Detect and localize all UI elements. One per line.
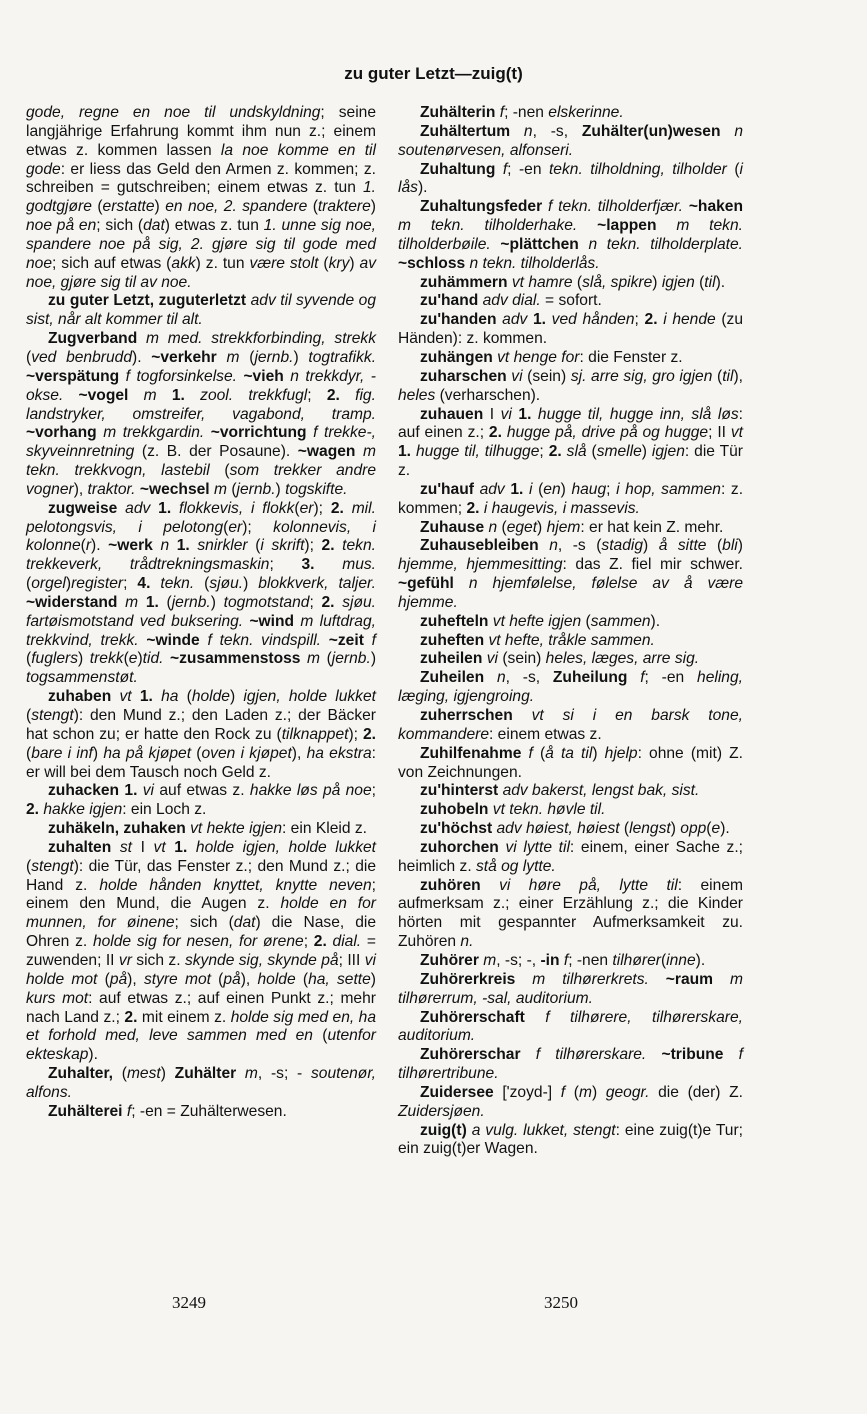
dictionary-entry: Zuhause n (eget) hjem: er hat kein Z. mehr.	[420, 518, 724, 536]
dictionary-entry: zuhalten st I vt 1. holde igjen, holde lukket (stengt): die Tür, das Fenster z.; den Mund z.; die Hand z. holde hånden knyttet, knytte neven; einem den Mund, die Augen z. holde en for munnen, for øinene; sich (dat) die Nase, die Ohren z. holde sig for nesen, for ørene; 2. dial. = zuwenden; II vr sich z. skynde sig, skynde på; III vi holde mot (på), styre mot (på), holde (ha, sette) kurs mot: auf etwas z.; auf einen Punkt z.; mehr nach Land z.; 2. mit einem z. holde sig med en, ha et forhold med, leve sammen med en (utenfor ekteskap).	[26, 838, 377, 1064]
dictionary-entry: Zuhälterin f; -nen elskerinne.	[420, 104, 624, 121]
dictionary-entry: zu'höchst adv høiest, høiest (lengst) opp(e).	[420, 820, 730, 838]
dictionary-entry: Zuhaltung f; -en tekn. tilholdning, tilholder (i lås).	[398, 160, 743, 197]
dictionary-entry: zuhaben vt 1. ha (holde) igjen, holde lukket (stengt): den Mund z.; den Laden z.; der Bäcker hat schon zu; er hatte den Rock zu (tilknappet); 2. (bare i inf) ha på kjøpet (oven i kjøpet), ha ekstra: er will bei dem Tausch noch Geld z.	[26, 688, 376, 781]
dictionary-entry: Zuidersee ['zoyd-] f (m) geogr. die (der) Z. Zuidersjøen.	[398, 1083, 743, 1120]
dictionary-entry: Zugverband m med. strekkforbinding, strekk (ved benbrudd). ~verkehr m (jernb.) togtrafikk. ~verspätung f togforsinkelse. ~vieh n trekkdyr, -okse. ~vogel m 1. zool. trekkfugl; 2. fig. landstryker, omstreifer, vagabond, tramp. ~vorhang m trekkgardin. ~vorrichtung f trekke-, skyveinnretning (z. B. der Posaune). ~wagen m tekn. trekkvogn, lastebil (som trekker andre vogner), traktor. ~wechsel m (jernb.) togskifte.	[26, 330, 377, 498]
dictionary-entry: zuig(t) a vulg. lukket, stengt: eine zuig(t)e Tur; ein zuig(t)er Wagen.	[398, 1121, 744, 1158]
dictionary-entry: zu'hauf adv 1. i (en) haug; i hop, sammen: z. kommen; 2. i haugevis, i massevis.	[398, 480, 744, 517]
dictionary-entry: Zuhilfenahme f (å ta til) hjelp: ohne (mit) Z. von Zeichnungen.	[398, 744, 743, 781]
dictionary-entry: zuheilen vi (sein) heles, læges, arre sig.	[420, 650, 700, 668]
dictionary-entry: zuhorchen vi lytte til: einem, einer Sache z.; heimlich z. stå og lytte.	[398, 838, 743, 875]
dictionary-entry: zuhängen vt henge for: die Fenster z.	[420, 348, 683, 366]
dictionary-entry: zuhobeln vt tekn. høvle til.	[420, 801, 606, 819]
dictionary-entry: Zuhaltungsfeder f tekn. tilholderfjær. ~haken m tekn. tilholderhake. ~lappen m tekn. tilholderbøile. ~plättchen n tekn. tilholderplate. ~schloss n tekn. tilholderlås.	[398, 198, 744, 272]
dictionary-entry: zu'hinterst adv bakerst, lengst bak, sist.	[420, 782, 700, 800]
left-page-number: 3249	[172, 1293, 206, 1312]
dictionary-entry: zuhauen I vi 1. hugge til, hugge inn, slå løs: auf einen z.; 2. hugge på, drive på og hugge; II vt 1. hugge til, tilhugge; 2. slå (smelle) igjen: die Tür z.	[398, 405, 743, 480]
right-column	[398, 104, 743, 1159]
dictionary-entry: zuhacken 1. vi auf etwas z. hakke løs på noe; 2. hakke igjen: ein Loch z.	[26, 782, 376, 819]
right-page-number: 3250	[544, 1293, 578, 1312]
dictionary-entry: zuheften vt hefte, tråkle sammen.	[420, 631, 655, 649]
dictionary-entry: Zuhörer m, -s; -, -in f; -nen tilhører(inne).	[420, 951, 706, 969]
dictionary-entry: gode, regne en noe til undskyldning; seine langjährige Erfahrung kommt ihm nun z.; einem etwas z. kommen lassen la noe komme en til gode: er liess das Geld den Armen z. kommen; z. schreiben = gutschreiben; einem etwas z. tun 1. godtgjøre (erstatte) en noe, 2. spandere (traktere) noe på en; sich (dat) etwas z. tun 1. unne sig noe, spandere noe på sig, 2. gjøre sig til gode med noe; sich auf etwas (akk) z. tun være stolt (kry) av noe, gjøre sig til av noe.	[26, 104, 377, 291]
dictionary-entry: zuhäkeln, zuhaken vt hekte igjen: ein Kleid z.	[48, 820, 367, 838]
dictionary-entry: zu'handen adv 1. ved hånden; 2. i hende (zu Händen): z. kommen.	[398, 311, 744, 348]
dictionary-entry: zuhören vi høre på, lytte til: einem aufmerksam z.; einer Erzählung z.; die Kinder hörten mit gespannter Aufmerksamkeit zu. Zuhören n.	[398, 876, 743, 951]
dictionary-entry: zuhefteln vt hefte igjen (sammen).	[420, 612, 661, 630]
dictionary-entry: Zuheilen n, -s, Zuheilung f; -en heling, læging, igjengroing.	[398, 669, 743, 706]
dictionary-entry: Zuhausebleiben n, -s (stadig) å sitte (bli) hjemme, hjemmesitting: das Z. fiel mir schwer. ~gefühl n hjemfølelse, følelse av å være hjemme.	[398, 537, 743, 611]
dictionary-entry: Zuhörerschar f tilhørerskare. ~tribune f tilhørertribune.	[398, 1046, 744, 1083]
dictionary-entry: zuherrschen vt si i en barsk tone, kommandere: einem etwas z.	[398, 707, 743, 743]
dictionary-entry: zu guter Letzt, zuguterletzt adv til syvende og sist, når alt kommer til alt.	[26, 292, 376, 329]
dictionary-entry: zugweise adv 1. flokkevis, i flokk(er); 2. mil. pelotongsvis, i pelotong(er); kolonnevis, i kolonne(r). ~werk n 1. snirkler (i skrift); 2. tekn. trekkeverk, trådtrekningsmaskin; 3. mus. (orgel)register; 4. tekn. (sjøu.) blokkverk, taljer. ~widerstand m 1. (jernb.) togmotstand; 2. sjøu. fartøismotstand ved buksering. ~wind m luftdrag, trekkvind, trekk. ~winde f tekn. vindspill. ~zeit f (fuglers) trekk(e)tid. ~zusammenstoss m (jernb.) togsammenstøt.	[26, 499, 377, 687]
dictionary-entry: zuharschen vi (sein) sj. arre sig, gro igjen (til), heles (verharschen).	[398, 367, 743, 404]
left-column	[26, 104, 376, 1122]
dictionary-entry: Zuhälterei f; -en = Zuhälterwesen.	[48, 1102, 287, 1120]
dictionary-entry: Zuhörerschaft f tilhørere, tilhørerskare, auditorium.	[398, 1008, 743, 1045]
running-header: zu guter Letzt—zuig(t)	[344, 64, 523, 83]
dictionary-entry: zuhämmern vt hamre (slå, spikre) igjen (til).	[420, 273, 726, 291]
dictionary-entry: Zuhalter, (mest) Zuhälter m, -s; - soutenør, alfons.	[26, 1065, 376, 1101]
dictionary-entry: zu'hand adv dial. = sofort.	[420, 292, 602, 310]
dictionary-entry: Zuhältertum n, -s, Zuhälter(un)wesen n soutenørvesen, alfonseri.	[398, 122, 743, 159]
dictionary-entry: Zuhörerkreis m tilhørerkrets. ~raum m tilhørerrum, -sal, auditorium.	[398, 970, 743, 1007]
